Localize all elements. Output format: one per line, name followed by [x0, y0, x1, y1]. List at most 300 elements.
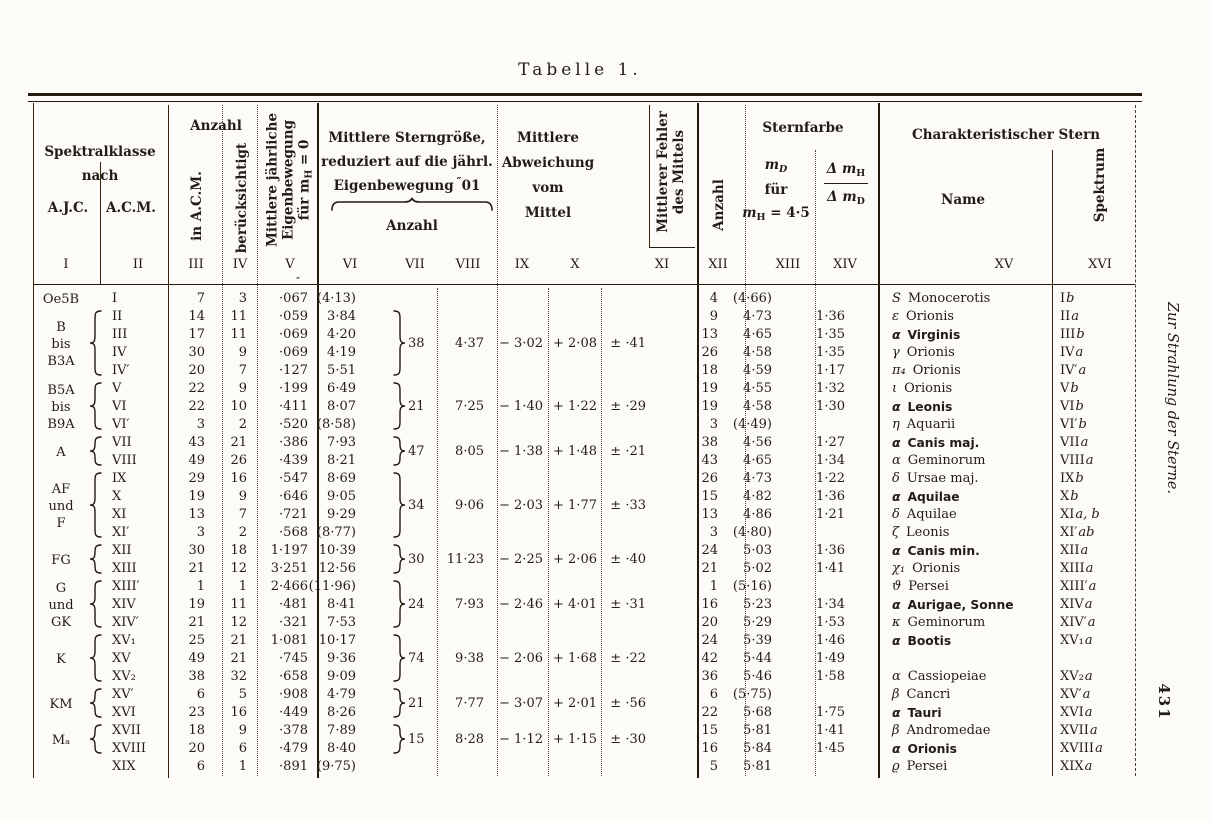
row12-eigenbewegung: ·721	[279, 507, 308, 522]
row5-star-name	[892, 380, 952, 398]
mean-group-6-fehler: ± ·22	[610, 651, 646, 666]
row13-beruecksichtigt: 2	[238, 525, 247, 540]
row7-greek-letter: η	[892, 417, 900, 432]
row14-beruecksichtigt: 18	[230, 543, 247, 558]
row9-spektrum-roman: VIII	[1060, 453, 1085, 468]
row20-md: 5·44	[743, 651, 772, 666]
rule-top-inner	[28, 101, 1142, 102]
mean-group-5-anzahl: 24	[408, 597, 425, 612]
row23-spektrum-suffix: a	[1084, 705, 1093, 720]
row23-star-name	[892, 704, 942, 722]
class-group-2-line0: B5A	[47, 382, 75, 398]
row7-dm-ratio	[755, 416, 845, 434]
row4-acm-numeral: IV′	[112, 363, 130, 378]
row6-sternfarbe-anzahl: 19	[701, 399, 718, 414]
row13-anzahl-acm: 3	[196, 525, 205, 540]
class-group-9-line0: Mₐ	[51, 732, 71, 748]
row22-spektrum	[1060, 686, 1090, 704]
sternfarbe-label: Sternfarbe	[762, 120, 844, 136]
row3-spektrum-suffix: a	[1075, 345, 1084, 360]
rule-under-numerals	[33, 284, 1135, 285]
row8-star-name	[892, 434, 979, 452]
row18-spektrum	[1060, 614, 1096, 632]
row17-sternfarbe-anzahl: 16	[701, 597, 718, 612]
row8-md: 4·56	[743, 435, 772, 450]
row6-star-name	[892, 398, 952, 416]
row17-dm-ratio: 1·34	[816, 597, 845, 612]
mean-group-4-mittel: 11·23	[446, 552, 484, 567]
row5-greek-letter: ι	[892, 381, 898, 396]
abweichung-line4: Mittel	[524, 205, 572, 221]
row16-beruecksichtigt: 1	[238, 579, 247, 594]
row13-sternfarbe-anzahl: 3	[709, 525, 718, 540]
class-group-3-brace	[89, 436, 102, 466]
row17-spektrum	[1060, 596, 1093, 614]
col-v-label	[265, 113, 318, 247]
row7-eigenbewegung: ·520	[279, 417, 308, 432]
row3-anzahl-acm: 30	[188, 345, 205, 360]
row25-star-name	[892, 740, 957, 758]
row16-md: (5·16)	[732, 579, 772, 594]
row5-eigenbewegung: ·199	[279, 381, 308, 396]
row11-acm-numeral: X	[112, 489, 122, 504]
frac-denominator: Δ $m_D$	[827, 189, 865, 207]
row8-acm-numeral: VII	[112, 435, 132, 450]
row9-sternfarbe-anzahl: 43	[701, 453, 718, 468]
row16-eigenbewegung: 2·466	[270, 579, 308, 594]
row17-sterngroesse: 8·41	[327, 597, 356, 612]
row25-eigenbewegung: ·479	[279, 741, 308, 756]
mean-group-1-abw-plus: + 1·22	[553, 399, 597, 414]
row3-greek-letter: γ	[892, 345, 900, 360]
row19-spektrum-roman: XV₁	[1060, 633, 1084, 648]
class-group-6-line1: und	[48, 597, 74, 613]
row1-dm-ratio: 1·36	[816, 309, 845, 324]
mean-group-3-mittel: 9·06	[455, 498, 484, 513]
row11-star-name	[892, 488, 960, 506]
charakteristischer-stern-label: Charakteristischer Stern	[911, 127, 1101, 143]
row21-spektrum-suffix: a	[1084, 669, 1093, 684]
row4-beruecksichtigt: 7	[238, 363, 247, 378]
row23-sternfarbe-anzahl: 22	[701, 705, 718, 720]
row15-eigenbewegung: 3·251	[270, 561, 308, 576]
row1-md: 4·73	[743, 309, 772, 324]
row17-md: 5·23	[743, 597, 772, 612]
row2-acm-numeral: III	[112, 327, 128, 342]
row13-name-text: Leonis	[906, 525, 950, 540]
fraction-bar	[824, 183, 868, 184]
row21-spektrum	[1060, 668, 1093, 686]
class-group-2-line1: bis	[51, 399, 71, 415]
row14-star-name	[892, 542, 980, 560]
rule-under-fehler	[649, 247, 695, 248]
row1-spektrum-roman: II	[1060, 309, 1071, 324]
row24-spektrum	[1060, 722, 1098, 740]
row20-anzahl-acm: 49	[188, 651, 205, 666]
mean-group-4-abw-plus: + 2·06	[553, 552, 597, 567]
row14-spektrum	[1060, 542, 1088, 560]
mean-group-5-mittel: 7·93	[455, 597, 484, 612]
mean-group-0-abw-minus: − 3·02	[499, 336, 543, 351]
mean-group-2-fehler: ± ·21	[610, 444, 646, 459]
row25-beruecksichtigt: 6	[238, 741, 247, 756]
sterngroesse-line2: reduziert auf die jährl.	[321, 154, 493, 170]
mean-group-8-anzahl: 15	[408, 732, 425, 747]
mean-group-7-fehler: ± ·56	[610, 696, 646, 711]
row19-md: 5·39	[743, 633, 772, 648]
row6-dm-ratio: 1·30	[816, 399, 845, 414]
row1-acm-numeral: II	[112, 309, 123, 324]
row19-eigenbewegung: 1·081	[270, 633, 308, 648]
row5-spektrum	[1060, 380, 1079, 398]
row14-md: 5·03	[743, 543, 772, 558]
column-numeral-15: XV	[994, 257, 1014, 272]
row18-beruecksichtigt: 12	[230, 615, 247, 630]
row7-spektrum-roman: VI′	[1060, 417, 1078, 432]
column-numeral-12: XII	[708, 257, 728, 272]
row12-anzahl-acm: 13	[188, 507, 205, 522]
row16-sternfarbe-anzahl: 1	[709, 579, 718, 594]
row18-spektrum-roman: XIV′	[1060, 615, 1087, 630]
mean-group-8-mittel: 8·28	[455, 732, 484, 747]
row16-spektrum-roman: XIII′	[1060, 579, 1088, 594]
column-numeral-10: X	[570, 257, 580, 272]
row15-sternfarbe-anzahl: 21	[701, 561, 718, 576]
row22-acm-numeral: XV′	[112, 687, 134, 702]
mean-group-0-fehler: ± ·41	[610, 336, 646, 351]
row18-sterngroesse: 7·53	[327, 615, 356, 630]
row10-spektrum	[1060, 470, 1084, 488]
row26-acm-numeral: XIX	[112, 759, 136, 774]
class-group-1-line2: B3A	[47, 353, 75, 369]
row6-acm-numeral: VI	[112, 399, 127, 414]
mean-group-4-fehler: ± ·40	[610, 552, 646, 567]
row15-star-name	[892, 560, 960, 578]
row18-name-text: Geminorum	[907, 615, 986, 630]
row13-dm-ratio	[755, 524, 845, 542]
row10-dm-ratio: 1·22	[816, 471, 845, 486]
row9-beruecksichtigt: 26	[230, 453, 247, 468]
row17-spektrum-suffix: a	[1084, 597, 1093, 612]
row20-sterngroesse: 9·36	[327, 651, 356, 666]
class-group-5-line0: FG	[51, 552, 71, 568]
row24-spektrum-suffix: a	[1089, 723, 1098, 738]
row19-beruecksichtigt: 21	[230, 633, 247, 648]
mean-group-0-abw-plus: + 2·08	[553, 336, 597, 351]
row17-greek-letter: α	[892, 598, 901, 612]
row19-dm-ratio: 1·46	[816, 633, 845, 648]
row0-dm-ratio	[755, 290, 845, 308]
row25-anzahl-acm: 20	[188, 741, 205, 756]
row24-spektrum-roman: XVII	[1060, 723, 1089, 738]
row9-acm-numeral: VIII	[112, 453, 137, 468]
mean-group-8-abw-plus: + 1·15	[553, 732, 597, 747]
mean-group-8-fehler: ± ·30	[610, 732, 646, 747]
column-numeral-7: VII	[405, 257, 425, 272]
row2-sternfarbe-anzahl: 13	[701, 327, 718, 342]
row13-spektrum	[1060, 524, 1094, 542]
row14-sternfarbe-anzahl: 24	[701, 543, 718, 558]
row9-dm-ratio: 1·34	[816, 453, 845, 468]
mean-group-2-abw-plus: + 1·48	[553, 444, 597, 459]
row5-spektrum-suffix: b	[1070, 381, 1079, 396]
row3-spektrum-roman: IV	[1060, 345, 1075, 360]
column-numeral-5: V	[285, 257, 295, 272]
row8-sternfarbe-anzahl: 38	[701, 435, 718, 450]
row6-anzahl-acm: 22	[188, 399, 205, 414]
frac-numerator: Δ $m_H$	[826, 161, 866, 179]
row11-anzahl-acm: 19	[188, 489, 205, 504]
row19-spektrum	[1060, 632, 1093, 650]
row26-dm-ratio	[755, 758, 845, 776]
row0-spektrum	[1060, 290, 1074, 308]
mean-group-5-abw-plus: + 4·01	[553, 597, 597, 612]
row1-anzahl-acm: 14	[188, 309, 205, 324]
class-group-6-brace	[89, 580, 102, 628]
row15-anzahl-acm: 21	[188, 561, 205, 576]
row11-sternfarbe-anzahl: 15	[701, 489, 718, 504]
row9-eigenbewegung: ·439	[279, 453, 308, 468]
row16-greek-letter: ϑ	[892, 579, 902, 594]
row7-sterngroesse: (8·58)	[316, 417, 356, 432]
row4-sterngroesse: 5·51	[327, 363, 356, 378]
acm-label: A.C.M.	[105, 200, 157, 216]
row17-anzahl-acm: 19	[188, 597, 205, 612]
class-group-0-label	[22, 291, 100, 308]
ajc-label: A.J.C.	[47, 200, 89, 216]
row11-dm-ratio: 1·36	[816, 489, 845, 504]
abweichung-line1: Mittlere	[517, 130, 579, 146]
row8-name-text: Canis maj.	[907, 436, 980, 450]
row8-spektrum	[1060, 434, 1088, 452]
row26-sternfarbe-anzahl: 5	[709, 759, 718, 774]
page-number: 431	[1155, 683, 1173, 721]
row5-acm-numeral: V	[112, 381, 122, 396]
class-group-1-line0: B	[56, 319, 66, 335]
row3-acm-numeral: IV	[112, 345, 127, 360]
row10-spektrum-suffix: b	[1075, 471, 1084, 486]
row15-spektrum-suffix: a	[1085, 561, 1094, 576]
row26-beruecksichtigt: 1	[238, 759, 247, 774]
row22-md: (5·75)	[732, 687, 772, 702]
row17-name-text: Aurigae, Sonne	[907, 598, 1014, 612]
row8-dm-ratio: 1·27	[816, 435, 845, 450]
row24-anzahl-acm: 18	[188, 723, 205, 738]
abweichung-line3: vom	[532, 180, 564, 196]
row0-acm-numeral: I	[112, 291, 118, 306]
row7-acm-numeral: VI′	[112, 417, 130, 432]
row12-dm-ratio: 1·21	[816, 507, 845, 522]
row7-spektrum	[1060, 416, 1087, 434]
arcsec-mark: ″	[456, 175, 462, 188]
column-numeral-4: IV	[232, 257, 248, 272]
row18-dm-ratio: 1·53	[816, 615, 845, 630]
row14-spektrum-roman: XII	[1060, 543, 1080, 558]
row5-md: 4·55	[743, 381, 772, 396]
row3-beruecksichtigt: 9	[238, 345, 247, 360]
row21-anzahl-acm: 38	[188, 669, 205, 684]
row18-spektrum-suffix: a	[1087, 615, 1096, 630]
row16-name-text: Persei	[908, 579, 949, 594]
class-group-1-line1: bis	[51, 336, 71, 352]
row13-star-name	[892, 524, 949, 542]
row9-md: 4·65	[743, 453, 772, 468]
row22-anzahl-acm: 6	[196, 687, 205, 702]
row22-sterngroesse: 4·79	[327, 687, 356, 702]
row23-dm-ratio: 1·75	[816, 705, 845, 720]
mean-group-1-mittel: 7·25	[455, 399, 484, 414]
row5-sternfarbe-anzahl: 19	[701, 381, 718, 396]
row3-sterngroesse: 4·19	[327, 345, 356, 360]
row16-star-name	[892, 578, 949, 596]
row21-md: 5·46	[743, 669, 772, 684]
class-group-2-brace	[89, 382, 102, 430]
row24-md: 5·81	[743, 723, 772, 738]
row19-name-text: Bootis	[907, 634, 952, 648]
row6-sterngroesse: 8·07	[327, 399, 356, 414]
row9-spektrum	[1060, 452, 1094, 470]
row22-greek-letter: β	[892, 687, 900, 702]
row1-star-name	[892, 308, 954, 326]
row8-sterngroesse: 7·93	[327, 435, 356, 450]
row25-greek-letter: α	[892, 742, 901, 756]
row24-dm-ratio: 1·41	[816, 723, 845, 738]
row15-spektrum	[1060, 560, 1093, 578]
row26-spektrum-suffix: a	[1084, 759, 1093, 774]
row8-spektrum-suffix: a	[1080, 435, 1089, 450]
row7-star-name	[892, 416, 955, 434]
row26-sterngroesse: (9·75)	[316, 759, 356, 774]
row4-spektrum-roman: IV′	[1060, 363, 1078, 378]
row4-eigenbewegung: ·127	[279, 363, 308, 378]
row10-greek-letter: δ	[892, 471, 900, 486]
rule-xiv-xv-thick	[878, 103, 880, 778]
row10-md: 4·73	[743, 471, 772, 486]
row13-spektrum-suffix: ab	[1078, 525, 1095, 540]
row15-acm-numeral: XIII	[112, 561, 137, 576]
column-numeral-3: III	[188, 257, 204, 272]
row20-beruecksichtigt: 21	[230, 651, 247, 666]
row11-spektrum-roman: X	[1060, 489, 1070, 504]
row12-spektrum-suffix: a, b	[1075, 507, 1100, 522]
row24-sterngroesse: 7·89	[327, 723, 356, 738]
column-numeral-6: VI	[342, 257, 358, 272]
row24-acm-numeral: XVII	[112, 723, 141, 738]
row4-sternfarbe-anzahl: 18	[701, 363, 718, 378]
row12-spektrum	[1060, 506, 1100, 524]
mean-group-1-abw-minus: − 1·40	[499, 399, 543, 414]
fehler-label: Mittlerer Fehler des Mittels	[655, 111, 687, 233]
row21-beruecksichtigt: 32	[230, 669, 247, 684]
row12-acm-numeral: XI	[112, 507, 127, 522]
row26-star-name	[892, 758, 947, 776]
mean-group-6-abw-minus: − 2·06	[499, 651, 543, 666]
row16-sterngroesse: (11·96)	[308, 579, 356, 594]
column-numeral-8: VIII	[455, 257, 481, 272]
mean-group-6-anzahl: 74	[408, 651, 425, 666]
row11-spektrum-suffix: b	[1070, 489, 1079, 504]
row7-spektrum-suffix: b	[1078, 417, 1087, 432]
row24-name-text: Andromedae	[906, 723, 991, 738]
row0-name-text: Monocerotis	[907, 291, 991, 306]
mean-group-1-anzahl: 21	[408, 399, 425, 414]
row26-spektrum-roman: XIX	[1060, 759, 1084, 774]
row18-star-name	[892, 614, 985, 632]
anzahl-overbrace	[330, 197, 494, 211]
row6-beruecksichtigt: 10	[230, 399, 247, 414]
row13-sterngroesse: (8·77)	[316, 525, 356, 540]
row23-anzahl-acm: 23	[188, 705, 205, 720]
row26-spektrum	[1060, 758, 1092, 776]
mean-group-5-abw-minus: − 2·46	[499, 597, 543, 612]
row20-dm-ratio: 1·49	[816, 651, 845, 666]
row6-name-text: Leonis	[907, 400, 953, 414]
row26-anzahl-acm: 6	[196, 759, 205, 774]
row10-acm-numeral: IX	[112, 471, 127, 486]
row20-acm-numeral: XV	[112, 651, 131, 666]
spektrum-label: Spektrum	[1092, 147, 1108, 223]
row9-anzahl-acm: 49	[188, 453, 205, 468]
row24-eigenbewegung: ·378	[279, 723, 308, 738]
rule-top-outer	[28, 93, 1142, 96]
row16-spektrum-suffix: a	[1088, 579, 1097, 594]
column-numeral-11: XI	[654, 257, 670, 272]
row24-greek-letter: β	[892, 723, 900, 738]
row15-sterngroesse: 12·56	[318, 561, 356, 576]
row17-star-name	[892, 596, 1014, 614]
row19-spektrum-suffix: a	[1084, 633, 1093, 648]
row22-star-name	[892, 686, 950, 704]
row24-sternfarbe-anzahl: 15	[701, 723, 718, 738]
row1-name-text: Orionis	[905, 309, 955, 324]
row9-sterngroesse: 8·21	[327, 453, 356, 468]
row4-spektrum	[1060, 362, 1086, 380]
anzahl-vi-viii-label: Anzahl	[386, 218, 438, 234]
table-title: Tabelle 1.	[518, 60, 642, 80]
row14-sterngroesse: 10·39	[318, 543, 356, 558]
row2-anzahl-acm: 17	[188, 327, 205, 342]
row14-greek-letter: α	[892, 544, 901, 558]
fuer-label: für	[764, 182, 788, 198]
row10-beruecksichtigt: 16	[230, 471, 247, 486]
row2-name-text: Virginis	[907, 328, 961, 342]
row12-name-text: Aquilae	[906, 507, 957, 522]
row6-eigenbewegung: ·411	[279, 399, 308, 414]
row4-spektrum-suffix: a	[1078, 363, 1087, 378]
class-group-9-brace	[89, 724, 102, 754]
row18-eigenbewegung: ·321	[279, 615, 308, 630]
row16-dm-ratio	[755, 578, 845, 596]
row11-sterngroesse: 9·05	[327, 489, 356, 504]
row26-greek-letter: ϱ	[892, 759, 900, 774]
row21-dm-ratio: 1·58	[816, 669, 845, 684]
row23-spektrum-roman: XVI	[1060, 705, 1084, 720]
row11-greek-letter: α	[892, 490, 901, 504]
class-group-6-line2: GK	[50, 614, 72, 630]
row17-acm-numeral: XIV	[112, 597, 136, 612]
row4-dm-ratio: 1·17	[816, 363, 845, 378]
row14-name-text: Canis min.	[907, 544, 980, 558]
row15-name-text: Orionis	[912, 561, 961, 576]
mean-group-4-anzahl: 30	[408, 552, 425, 567]
nach-label: nach	[81, 168, 119, 184]
row23-greek-letter: α	[892, 706, 901, 720]
row25-spektrum-roman: XVIII	[1060, 741, 1095, 756]
row10-sternfarbe-anzahl: 26	[701, 471, 718, 486]
row22-dm-ratio	[755, 686, 845, 704]
row18-acm-numeral: XIV′	[112, 615, 139, 630]
col-v-line1: Mittlere jährliche	[264, 112, 281, 248]
